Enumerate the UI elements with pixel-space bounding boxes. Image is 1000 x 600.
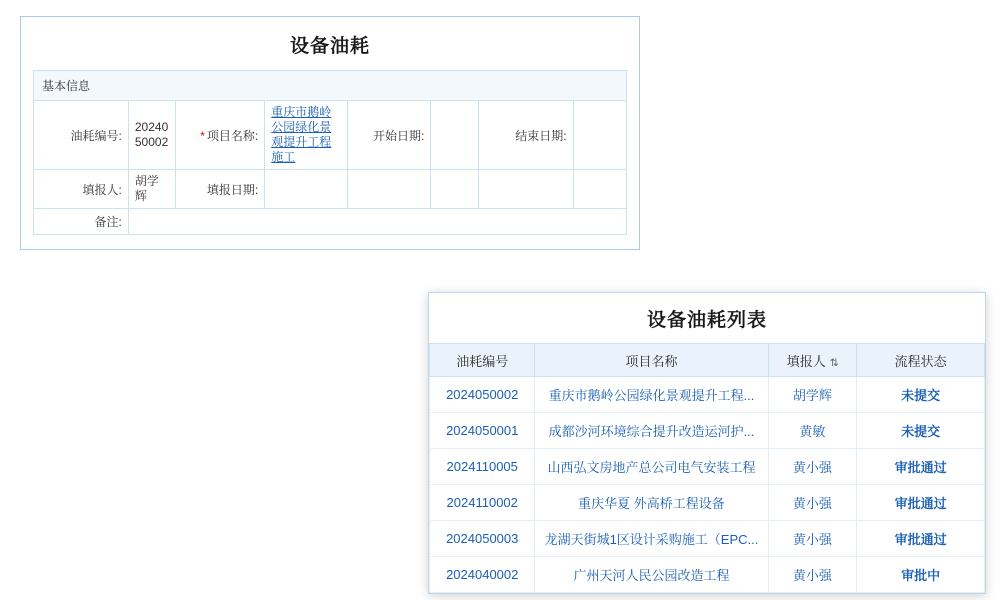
cell-project-name[interactable]: 广州天河人民公园改造工程 xyxy=(535,557,768,593)
remark-label: 备注: xyxy=(34,209,129,235)
section-header-basic-info: 基本信息 xyxy=(33,70,627,100)
report-date-label: 填报日期: xyxy=(176,170,265,209)
project-name-link[interactable]: 重庆市鹅岭公园绿化景观提升工程施工 xyxy=(271,105,332,164)
form-row-remark xyxy=(34,209,627,235)
cell-status: 审批通过 xyxy=(857,449,985,485)
table-row[interactable] xyxy=(430,449,985,485)
cell-status: 未提交 xyxy=(857,377,985,413)
form-row-code-project-dates xyxy=(34,101,627,170)
fuel-code-value: 20240 50002 xyxy=(128,101,175,170)
reporter-value: 胡学辉 xyxy=(128,170,175,209)
cell-reporter: 黄敏 xyxy=(768,413,857,449)
cell-status: 未提交 xyxy=(857,413,985,449)
cell-status: 审批中 xyxy=(857,557,985,593)
fuel-code-label: 油耗编号: xyxy=(34,101,129,170)
project-name-value-cell[interactable] xyxy=(265,101,348,170)
form-fields-table xyxy=(33,100,627,235)
form-row-reporter xyxy=(34,170,627,209)
reporter-row-spacer-3 xyxy=(478,170,573,209)
reporter-label: 填报人: xyxy=(34,170,129,209)
cell-reporter: 黄小强 xyxy=(768,449,857,485)
column-header-status[interactable] xyxy=(857,344,985,377)
end-date-value[interactable] xyxy=(573,101,626,170)
cell-status: 审批通过 xyxy=(857,485,985,521)
cell-reporter: 黄小强 xyxy=(768,557,857,593)
project-name-label-text: 项目名称: xyxy=(206,128,259,143)
column-header-project-name-label: 项目名称 xyxy=(625,353,678,369)
cell-code[interactable]: 2024040002 xyxy=(430,557,535,593)
table-row[interactable] xyxy=(430,521,985,557)
table-row[interactable] xyxy=(430,485,985,521)
cell-project-name[interactable]: 龙湖天街城1区设计采购施工（EPC... xyxy=(535,521,768,557)
cell-code[interactable]: 2024050002 xyxy=(430,377,535,413)
table-row[interactable] xyxy=(430,413,985,449)
reporter-row-spacer-1 xyxy=(348,170,431,209)
cell-code[interactable]: 2024110005 xyxy=(430,449,535,485)
table-header-row xyxy=(430,344,985,377)
equipment-fuel-list-table xyxy=(429,343,985,593)
cell-code[interactable]: 2024110002 xyxy=(430,485,535,521)
cell-status: 审批通过 xyxy=(857,521,985,557)
report-date-value[interactable] xyxy=(265,170,348,209)
project-name-label xyxy=(176,101,265,170)
start-date-value[interactable] xyxy=(431,101,478,170)
form-title: 设备油耗 xyxy=(289,36,370,57)
column-header-status-label: 流程状态 xyxy=(894,353,947,369)
cell-reporter: 黄小强 xyxy=(768,485,857,521)
table-row[interactable] xyxy=(430,377,985,413)
column-header-reporter-label: 填报人 xyxy=(786,353,826,369)
cell-project-name[interactable]: 重庆华夏 外高桥工程设备 xyxy=(535,485,768,521)
cell-reporter: 胡学辉 xyxy=(768,377,857,413)
sort-icon[interactable]: ⇅ xyxy=(829,357,839,369)
start-date-label: 开始日期: xyxy=(348,101,431,170)
column-header-reporter[interactable] xyxy=(768,344,857,377)
list-title: 设备油耗列表 xyxy=(646,310,767,331)
cell-project-name[interactable]: 山西弘文房地产总公司电气安装工程 xyxy=(535,449,768,485)
column-header-project-name[interactable] xyxy=(535,344,768,377)
equipment-fuel-list-panel xyxy=(428,292,986,594)
cell-code[interactable]: 2024050003 xyxy=(430,521,535,557)
equipment-fuel-form-panel xyxy=(20,16,640,250)
column-header-code[interactable] xyxy=(430,344,535,377)
cell-project-name[interactable]: 重庆市鹅岭公园绿化景观提升工程... xyxy=(535,377,768,413)
end-date-label: 结束日期: xyxy=(478,101,573,170)
cell-project-name[interactable]: 成都沙河环境综合提升改造运河护... xyxy=(535,413,768,449)
reporter-row-spacer-2 xyxy=(431,170,478,209)
column-header-code-label: 油耗编号 xyxy=(456,353,509,369)
table-row[interactable] xyxy=(430,557,985,593)
cell-code[interactable]: 2024050001 xyxy=(430,413,535,449)
cell-reporter: 黄小强 xyxy=(768,521,857,557)
required-asterisk-icon: * xyxy=(200,128,205,143)
reporter-row-spacer-4 xyxy=(573,170,626,209)
table-body xyxy=(430,377,985,593)
remark-value[interactable] xyxy=(128,209,626,235)
